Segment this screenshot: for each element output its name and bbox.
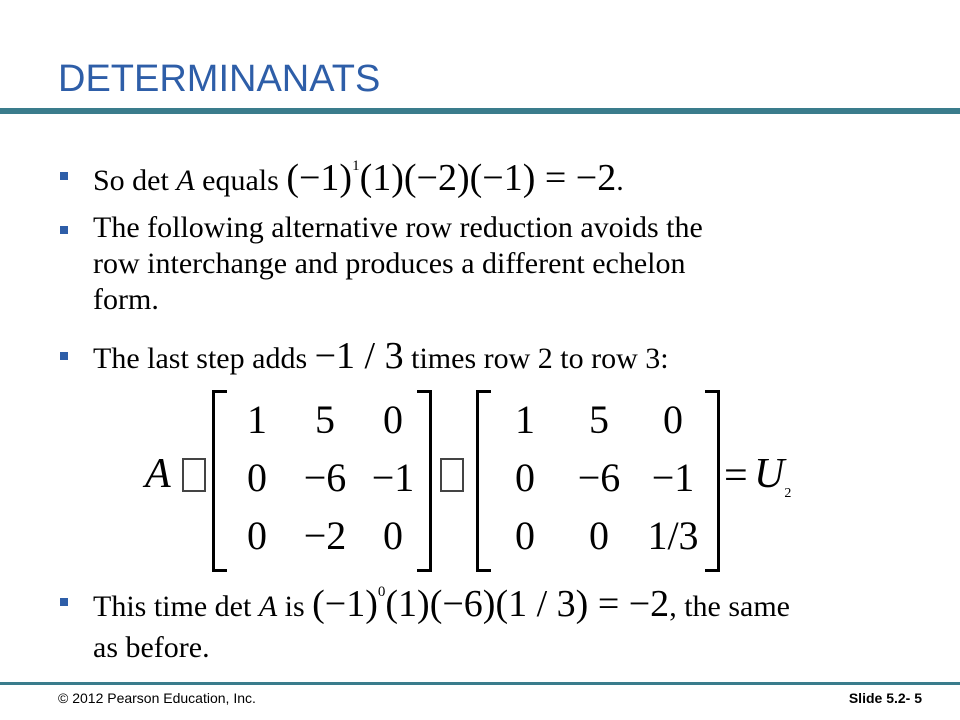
bullet-2-line-3: form.	[93, 283, 159, 316]
matrix-cell: 0	[247, 513, 267, 558]
matrix-cell: 0	[383, 397, 403, 442]
slide-title: DETERMINANATS	[58, 58, 381, 100]
matrix-cell: 0	[247, 455, 267, 500]
equation-rhs-subscript: 2	[784, 486, 792, 501]
bullet-2	[93, 210, 703, 318]
bullet-1-period: .	[616, 164, 624, 197]
matrix-cell: −1	[651, 455, 695, 500]
equals-sign: =	[724, 453, 748, 499]
equation-rhs-symbol: U	[754, 451, 785, 497]
matrix-cell: 1/3	[647, 513, 699, 558]
bullet-1-math: (−1)	[286, 157, 353, 199]
bullet-1-exponent: 1	[352, 158, 360, 174]
matrix-2	[476, 390, 720, 570]
bullet-marker	[60, 352, 68, 360]
matrix-cell: 1	[247, 397, 267, 442]
bullet-4-math: (−1)	[312, 583, 378, 625]
bullet-3-text: The last step adds	[93, 342, 315, 375]
row-equivalence-symbol	[440, 458, 464, 492]
slide-number: Slide 5.2- 5	[848, 690, 922, 706]
matrix-cell: −2	[303, 513, 347, 558]
bullet-4-text: This time det	[93, 590, 259, 623]
bullet-2-line-1: The following alternative row reduction avoids the	[93, 211, 703, 244]
matrix-2-left-bracket	[476, 390, 491, 572]
bullet-3-math: −1 / 3	[314, 335, 404, 377]
bullet-1-text-mid: equals	[194, 164, 287, 197]
bullet-4-text-after: , the same	[669, 590, 790, 623]
equation-rhs	[754, 450, 792, 501]
bullet-marker	[60, 172, 68, 180]
bullet-4-text-mid: is	[277, 590, 313, 623]
bullet-marker	[60, 598, 68, 606]
matrix-cell: 5	[315, 397, 335, 442]
matrix-cell: 0	[589, 513, 609, 558]
matrix-cell: 0	[515, 455, 535, 500]
matrix-cell: 5	[589, 397, 609, 442]
bullet-1-math-rest: (1)(−2)(−1) = −2	[359, 157, 617, 199]
bullet-1-var: A	[176, 164, 195, 197]
bullet-4-math-rest: (1)(−6)(1 / 3) = −2	[385, 583, 670, 625]
bullet-4	[93, 583, 790, 666]
matrix-cell: −1	[371, 455, 415, 500]
matrix-1	[212, 390, 432, 570]
matrix-cell: −6	[577, 455, 621, 500]
bullet-4-line-2: as before.	[93, 631, 210, 664]
bullet-4-var: A	[258, 590, 278, 623]
matrix-cell: 0	[515, 513, 535, 558]
equation-lhs: A	[145, 451, 171, 497]
matrix-cell: −6	[303, 455, 347, 500]
bullet-3-text-after: times row 2 to row 3:	[403, 342, 669, 375]
title-divider	[0, 108, 960, 114]
bullet-1-text: So det	[93, 164, 177, 197]
bullet-marker	[60, 226, 68, 234]
matrix-cell: 0	[663, 397, 683, 442]
bullet-3	[93, 335, 669, 377]
bullet-1	[93, 157, 624, 204]
row-equivalence-symbol	[182, 458, 206, 492]
copyright: © 2012 Pearson Education, Inc.	[58, 690, 256, 706]
matrix-cell: 0	[383, 513, 403, 558]
bullet-2-line-2: row interchange and produces a different echelon	[93, 247, 686, 280]
matrix-cell: 1	[515, 397, 535, 442]
bullet-4-exponent: 0	[377, 584, 386, 600]
footer-divider	[0, 682, 960, 685]
